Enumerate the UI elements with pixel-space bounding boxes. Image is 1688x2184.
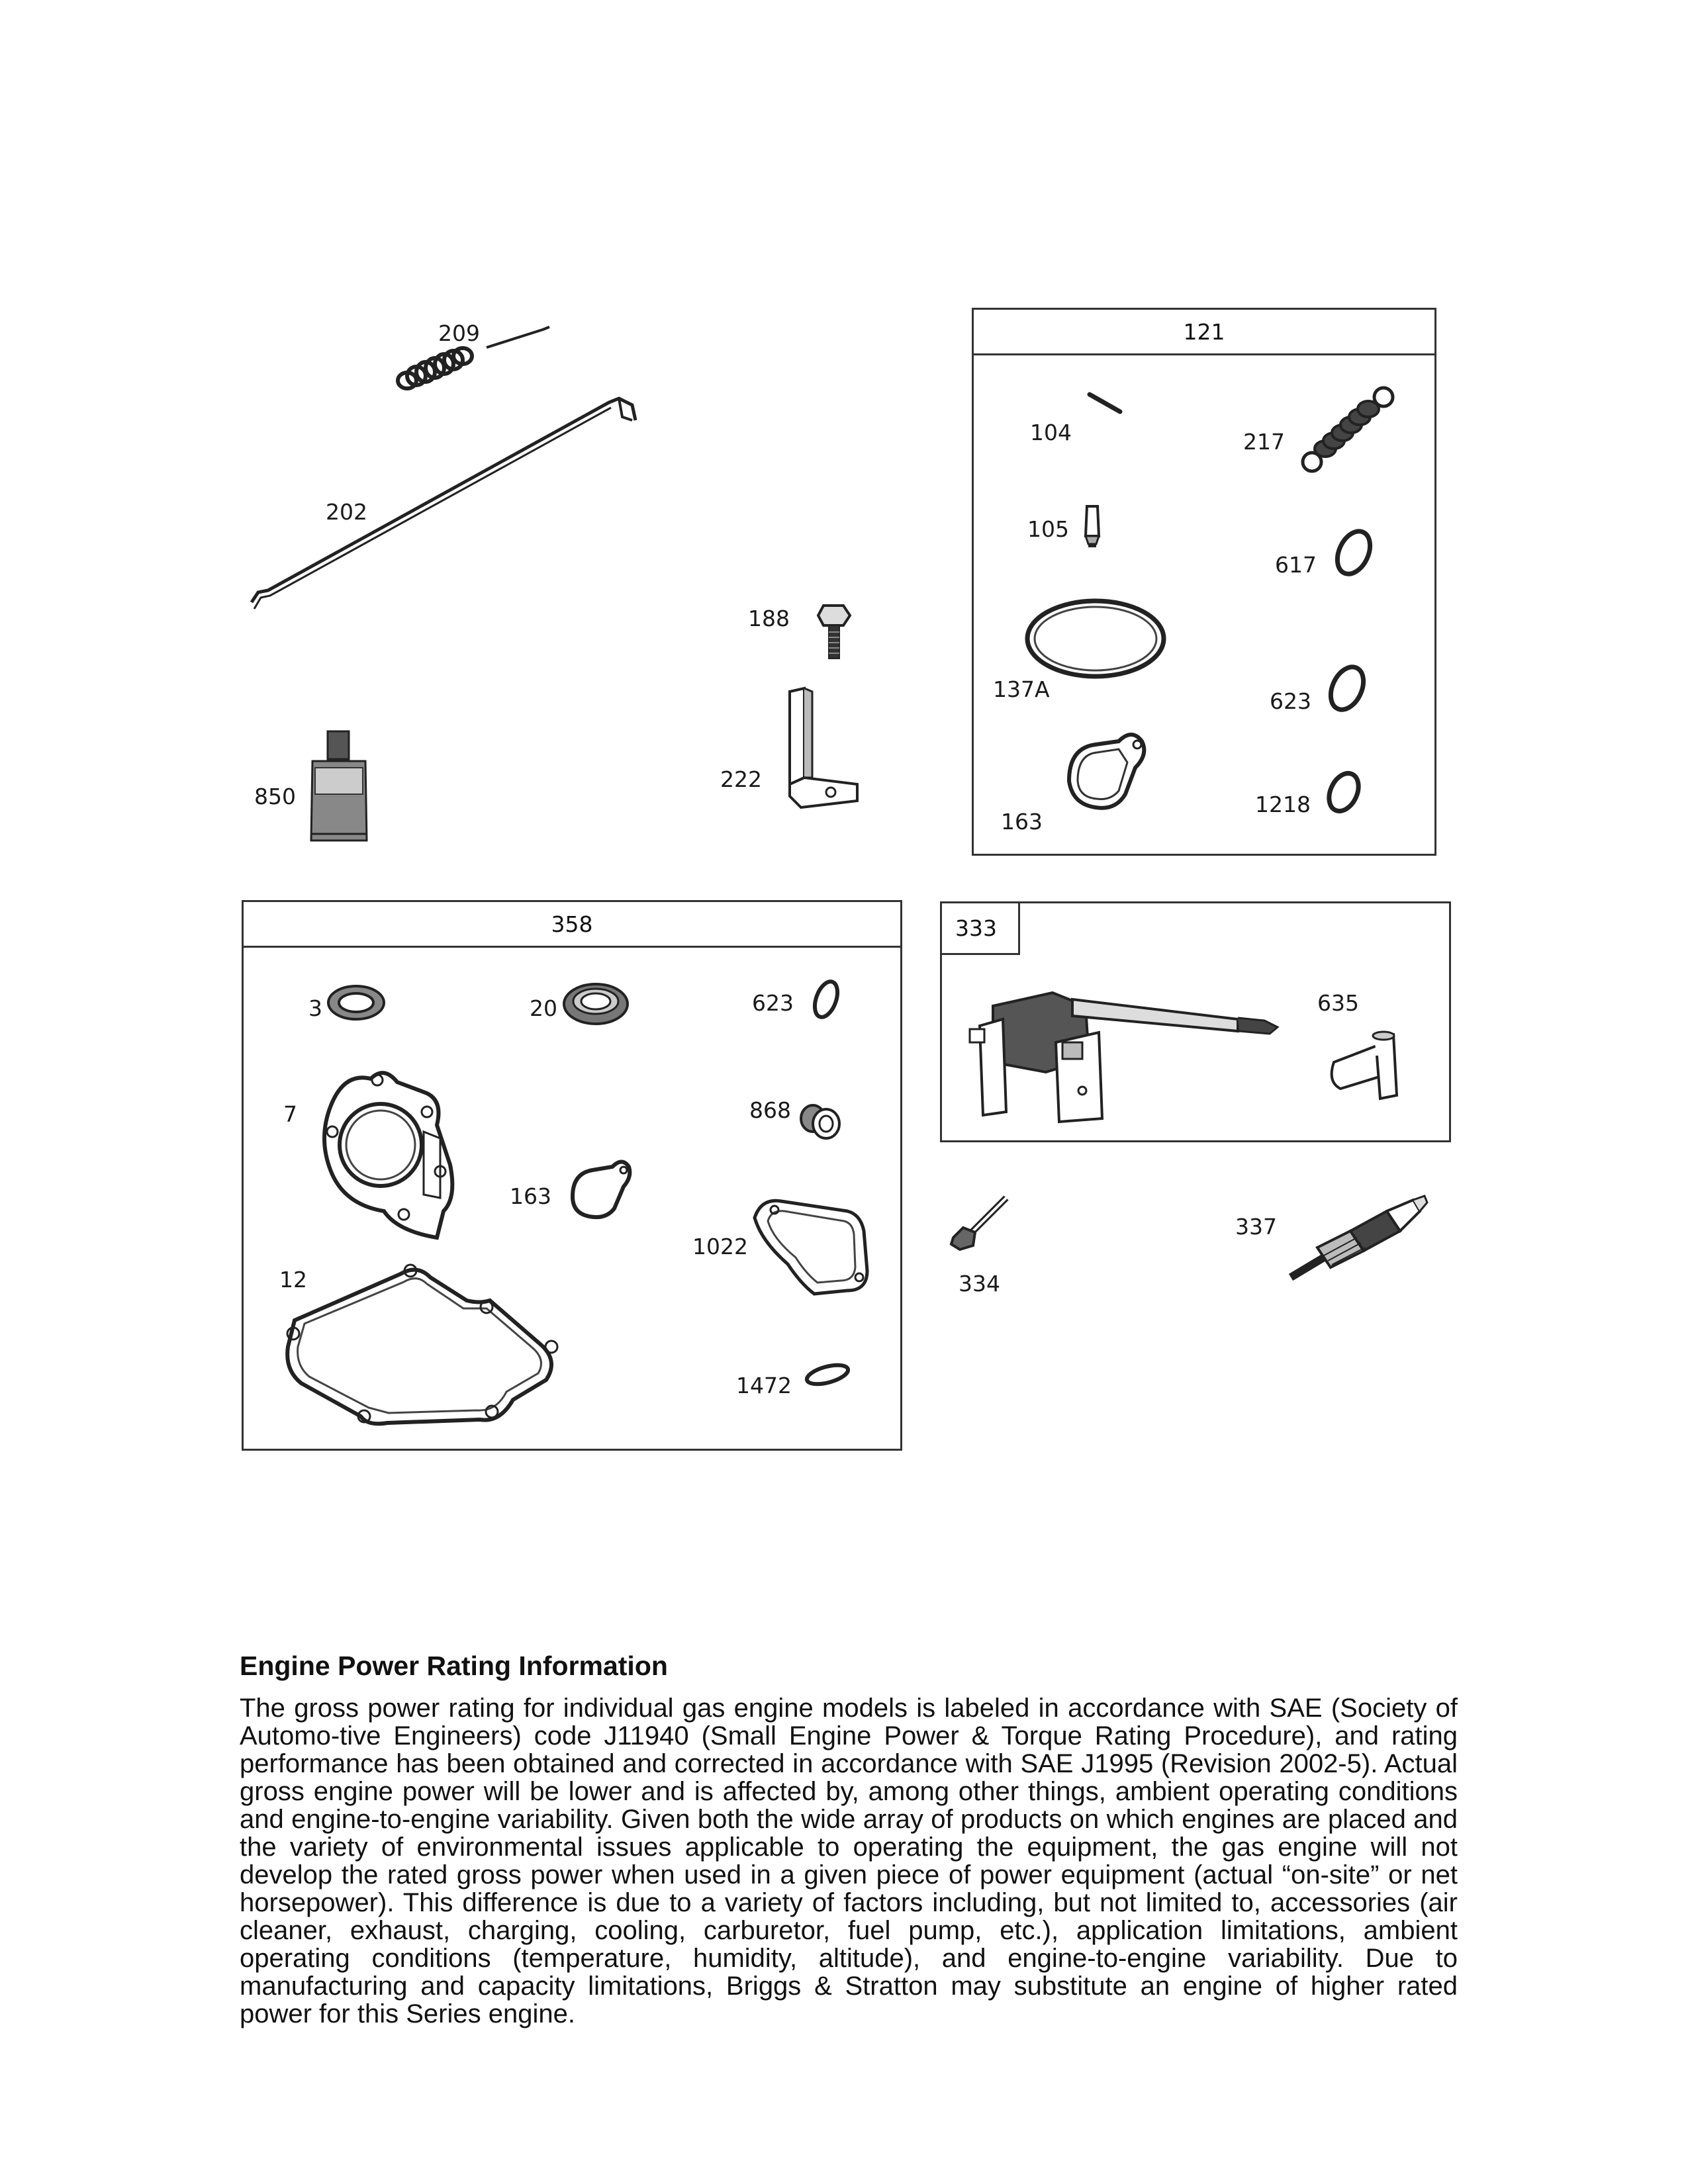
gasket-icon-7 (311, 1066, 470, 1244)
o-ring-icon-623-kit121 (1324, 659, 1370, 718)
kit-box-358-header (244, 902, 900, 948)
spring-icon-217 (1297, 384, 1397, 477)
part-label-222: 222 (720, 766, 762, 792)
kit-box-333-header (942, 903, 1020, 955)
bolt-icon-334 (943, 1191, 1016, 1257)
governor-link-rod-icon (238, 390, 649, 615)
gasket-icon-1022 (748, 1191, 874, 1304)
part-label-188: 188 (748, 606, 790, 631)
part-label-635: 635 (1317, 990, 1359, 1016)
part-label-850: 850 (254, 784, 296, 809)
sealant-tube-icon (306, 728, 372, 844)
spark-plug-boot-icon (1321, 1029, 1407, 1109)
ignition-coil-icon (953, 979, 1297, 1125)
gasket-icon-137A (1019, 592, 1172, 685)
part-label-12: 12 (279, 1267, 307, 1293)
kit-box-121-title: 121 (1183, 319, 1225, 345)
o-ring-icon-617 (1331, 523, 1377, 582)
spring-icon (394, 318, 553, 397)
kit-box-333-title: 333 (955, 915, 997, 941)
engine-power-rating-paragraph: The gross power rating for individual gas engine models is labeled in accordance with SAE (Society of Automo-tive Engineers) code J11940 (Small Engine Power & Torque Rating Procedure), and rating performance has been obtained and corrected in accordance with SAE J1995 (Revision 2002-5). Actual gross engine power will be lower and is affected by, among other things, ambient operating conditions and engine-to-engine variability. Given both the wide array of products on which engines are placed and the variety of environmental issues applicable to operating the equipment, the gas engine will not develop the rated gross power when used in a given piece of power equipment (actual “on-site” or net horsepower). This difference is due to a variety of factors including, but not limited to, accessories (air cleaner, exhaust, charging, cooling, carburetor, fuel pump, etc.), application limitations, ambient operating conditions (temperature, humidity, altitude), and engine-to-engine variability. Due to manufacturing and capacity limitations, Briggs & Stratton may substitute an engine of higher rated power for this Series engine. (240, 1694, 1458, 2028)
part-label-20: 20 (530, 995, 557, 1021)
part-label-163-kit121: 163 (1001, 809, 1043, 835)
part-label-104: 104 (1030, 420, 1072, 445)
bolt-icon (816, 599, 855, 665)
section-heading: Engine Power Rating Information (240, 1651, 668, 1681)
spark-plug-icon (1278, 1195, 1430, 1287)
o-ring-icon-1472 (801, 1358, 854, 1391)
part-label-337: 337 (1235, 1214, 1277, 1240)
part-label-217: 217 (1243, 429, 1285, 455)
o-ring-icon-1218 (1321, 764, 1367, 821)
part-label-209: 209 (438, 320, 480, 346)
part-label-1472: 1472 (736, 1373, 792, 1398)
part-label-163-kit358: 163 (510, 1183, 551, 1209)
part-label-3: 3 (308, 995, 322, 1021)
part-label-334: 334 (959, 1271, 1000, 1297)
part-label-105: 105 (1027, 516, 1069, 542)
part-label-1218: 1218 (1255, 792, 1311, 817)
bracket-icon (784, 685, 864, 811)
pin-icon (1086, 390, 1125, 417)
gasket-icon-12 (275, 1261, 573, 1433)
gasket-icon-163-kit121 (1056, 728, 1155, 814)
part-label-623-kit121: 623 (1270, 688, 1311, 714)
part-label-1022: 1022 (692, 1234, 748, 1259)
oil-seal-icon-3 (323, 979, 389, 1026)
kit-box-121-header (974, 310, 1434, 355)
seal-icon-868 (794, 1099, 847, 1145)
kit-box-358-title: 358 (551, 911, 593, 937)
part-label-868: 868 (749, 1097, 791, 1123)
part-label-617: 617 (1275, 552, 1317, 578)
part-label-137A: 137A (993, 676, 1050, 702)
part-label-623-kit358: 623 (752, 990, 794, 1016)
part-label-202: 202 (326, 499, 367, 525)
gasket-icon-163-kit358 (563, 1157, 635, 1223)
oil-seal-icon-20 (559, 976, 632, 1029)
part-label-7: 7 (283, 1101, 297, 1127)
needle-valve-icon (1079, 503, 1105, 553)
o-ring-icon-623-kit358 (806, 973, 846, 1026)
